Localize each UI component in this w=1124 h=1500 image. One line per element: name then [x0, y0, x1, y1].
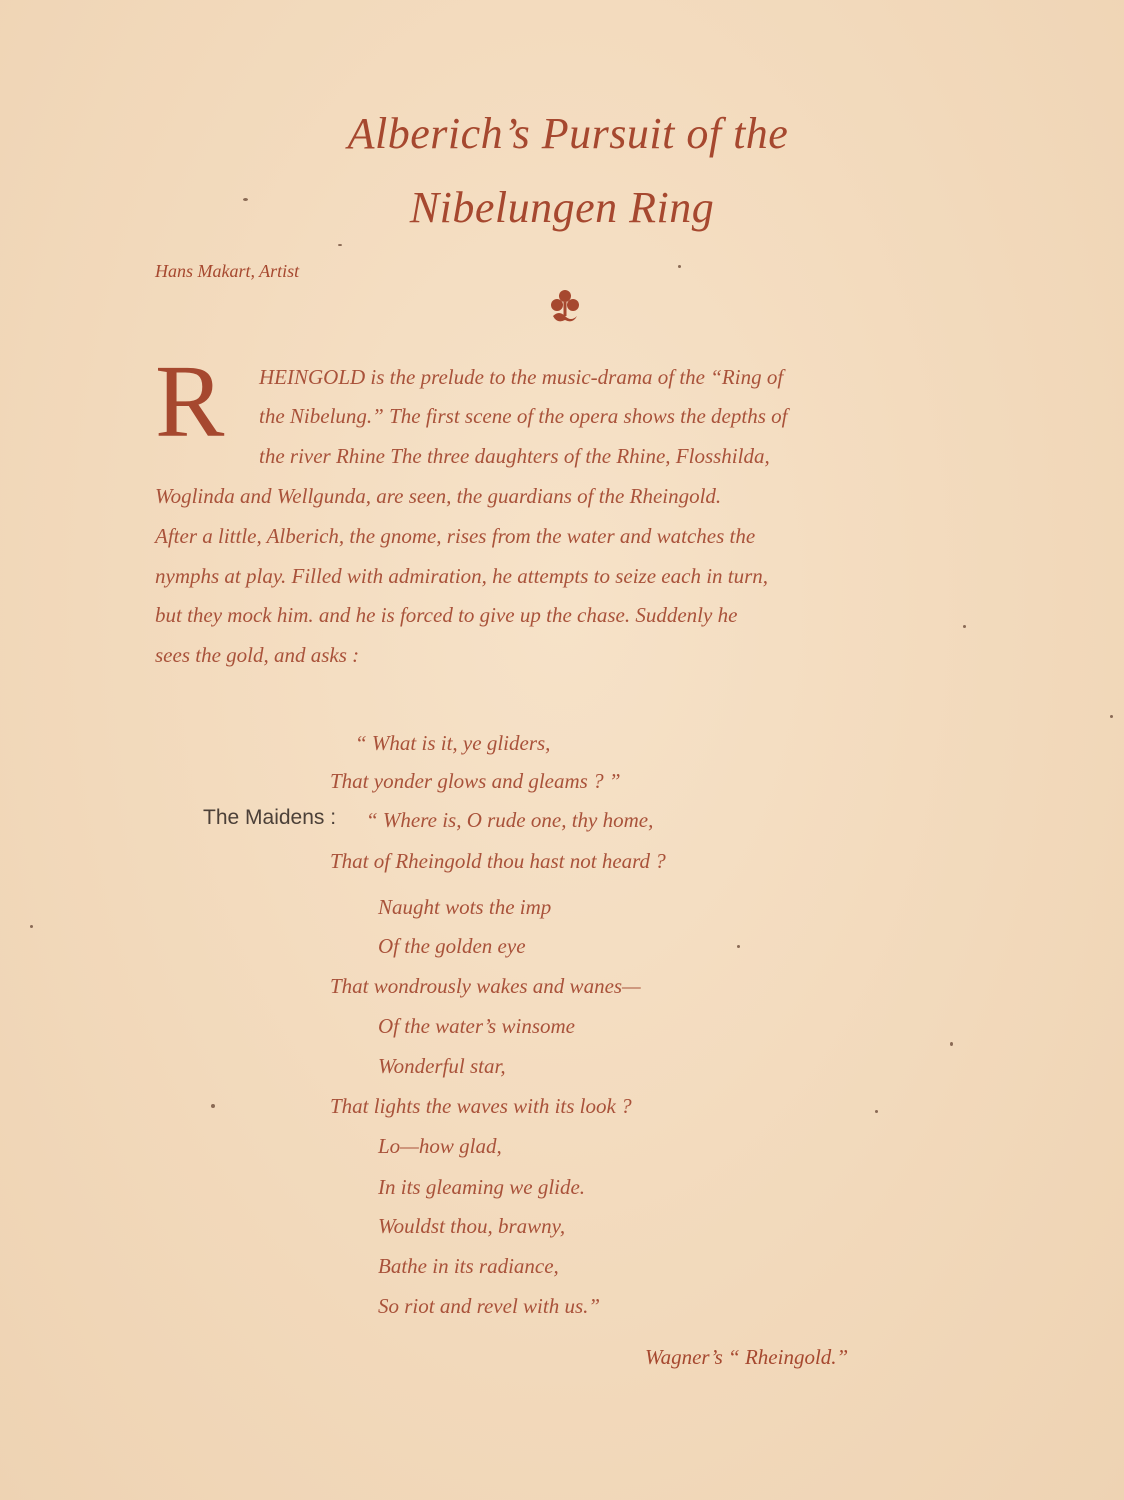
club-ornament-icon [547, 286, 583, 326]
verse-line: In its gleaming we glide. [378, 1175, 586, 1199]
paper-speck [950, 1042, 953, 1046]
paper-speck [243, 198, 248, 201]
verse-line: That yonder glows and gleams ? ” [330, 769, 621, 793]
intro-line: Woglinda and Wellgunda, are seen, the guardians of the Rheingold. [155, 484, 722, 508]
intro-line: nymphs at play. Filled with admiration, he attempts to seize each in turn, [155, 564, 769, 588]
verse-line: Lo—how glad, [378, 1134, 502, 1158]
intro-line: sees the gold, and asks : [155, 643, 360, 667]
verse-line: Of the golden eye [378, 934, 526, 958]
verse-line: Bathe in its radiance, [378, 1254, 559, 1278]
source-attribution: Wagner’s “ Rheingold.” [645, 1345, 849, 1369]
paper-speck [875, 1110, 878, 1113]
verse-line: Naught wots the imp [378, 895, 552, 919]
drop-cap: R [155, 344, 225, 459]
verse-line: So riot and revel with us.” [378, 1294, 601, 1318]
intro-line: the Nibelung.” The first scene of the opera shows the depths of [259, 404, 788, 428]
paper-speck [678, 265, 681, 268]
artist-credit: Hans Makart, Artist [155, 261, 300, 281]
title-line-1: Alberich’s Pursuit of the [347, 109, 789, 158]
verse-line: Wonderful star, [378, 1054, 506, 1078]
title-line-2: Nibelungen Ring [409, 183, 715, 232]
verse-line: Of the water’s winsome [378, 1014, 575, 1038]
verse-line: “ Where is, O rude one, thy home, [366, 808, 654, 832]
intro-line: the river Rhine The three daughters of the Rhine, Flosshilda, [259, 444, 770, 468]
paper-speck [963, 625, 966, 628]
paper-speck [1110, 715, 1113, 718]
verse-line: That of Rheingold thou hast not heard ? [330, 849, 666, 873]
paper-speck [737, 945, 740, 948]
intro-line: HEINGOLD is the prelude to the music-drama of the “Ring of [259, 365, 784, 389]
paper-speck [338, 244, 342, 246]
intro-line: After a little, Alberich, the gnome, rises from the water and watches the [155, 524, 756, 548]
verse-line: That lights the waves with its look ? [330, 1094, 632, 1118]
verse-line: That wondrously wakes and wanes— [330, 974, 641, 998]
verse-line: “ What is it, ye gliders, [355, 731, 551, 755]
intro-line: but they mock him. and he is forced to give up the chase. Suddenly he [155, 603, 738, 627]
paper-speck [30, 925, 33, 928]
paper-speck [211, 1104, 215, 1108]
verse-line: Wouldst thou, brawny, [378, 1214, 566, 1238]
speaker-label: The Maidens : [203, 806, 337, 829]
